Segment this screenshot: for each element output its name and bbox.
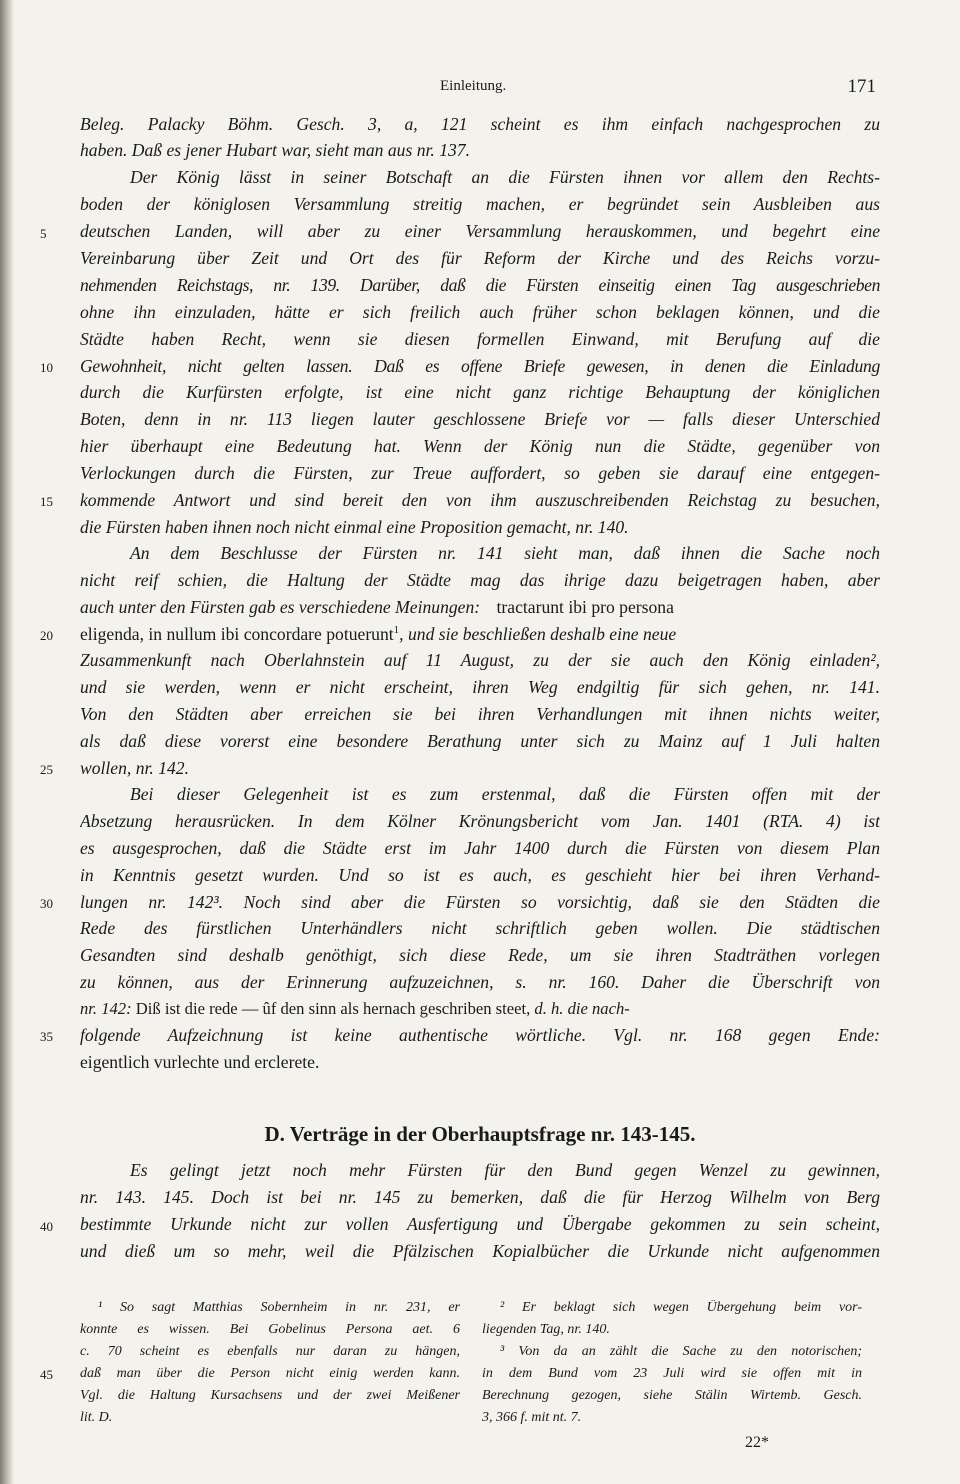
footnote-line: lit. D. (80, 1410, 113, 1425)
footnote-line: c. 70 scheint es ebenfalls nur daran zu hängen, (80, 1344, 460, 1359)
text-line: ohne ihn einzuladen, hätte er sich freilich auch früher schon beklagen können, und die (80, 302, 880, 322)
text-line: boden der königlosen Versammlung streitig machen, er begründet sein Ausbleiben aus (80, 194, 880, 214)
text-line: wollen, nr. 142. (80, 758, 189, 778)
footnote-line: in dem Bund vom 23 Juli wird sie offen mit in (482, 1366, 862, 1381)
text-line: haben. Daß es jener Hubart war, sieht man aus nr. 137. (80, 140, 470, 160)
mhg-quote: Diß ist die rede — ûf den sinn als hernach geschriben steet, (135, 999, 531, 1018)
text-line: nehmenden Reichstags, nr. 139. Darüber, daß die Fürsten einseitig einen Tag ausgeschrieben (80, 275, 880, 295)
footnote-line: ² Er beklagt sich wegen Übergehung beim vor- (500, 1300, 862, 1315)
signature-mark: 22* (745, 1434, 769, 1451)
text-line: Gewohnheit, nicht gelten lassen. Daß es offene Briefe gewesen, in denen die Einladung (80, 356, 880, 376)
line-number: 5 (40, 226, 47, 241)
text-line: eigentlich vurlechte und erclerete. (80, 1052, 320, 1072)
text-line: Es gelingt jetzt noch mehr Fürsten für den Bund gegen Wenzel zu gewinnen, (130, 1160, 880, 1180)
footnote-line: 3, 366 f. mit nt. 7. (482, 1410, 582, 1425)
line-number: 20 (40, 628, 53, 643)
text-line: und sie werden, wenn er nicht erscheint, ihren Weg endgiltig für sich gehen, nr. 141. (80, 677, 880, 697)
text-line (80, 624, 880, 650)
text-line: Von den Städten aber erreichen sie bei ihren Verhandlungen mit ihnen nichts weiter, (80, 704, 880, 724)
text-line: bestimmte Urkunde nicht zur vollen Ausfertigung und Übergabe gekommen zu sein scheint, (80, 1214, 880, 1234)
page-edge (0, 0, 14, 1484)
page-number: 171 (847, 76, 876, 97)
latin-quote: eligenda, in nullum ibi concordare potuerunt (80, 624, 394, 644)
text-line: kommende Antwort und sind bereit den von ihm auszuschreibenden Reichstag zu besuchen, (80, 490, 880, 510)
footnote-ref: 1 (393, 624, 400, 637)
text-line: lungen nr. 142³. Noch sind aber die Fürsten so vorsichtig, daß sie den Städten die (80, 892, 880, 912)
text-line: nicht reif schien, die Haltung der Städte mag das ihrige dazu beigetragen haben, aber (80, 570, 880, 590)
text-line: durch die Kurfürsten erfolgte, ist eine nicht ganz richtige Behauptung der königlichen (80, 382, 880, 402)
text-span: auch unter den Fürsten gab es verschiedene Meinungen: (80, 597, 481, 617)
text-line: hier überhaupt eine Bedeutung hat. Wenn der König nun die Städte, gegenüber von (80, 436, 880, 456)
line-number: 15 (40, 494, 53, 509)
latin-quote: tractarunt ibi pro persona (496, 597, 674, 617)
footnote-line: Berechnung gezogen, siehe Stälin Wirtemb. Gesch. (482, 1388, 862, 1403)
text-span: , und sie beschließen deshalb eine neue (399, 624, 677, 644)
text-line: Rede des fürstlichen Unterhändlers nicht schriftlich geben wollen. Die städtischen (80, 918, 880, 938)
text-line: Vereinbarung über Zeit und Ort des für Reform der Kirche und des Reichs vorzu- (80, 248, 880, 268)
footnote-line: Vgl. die Haltung Kursachsens und der zwei Meißener (80, 1388, 460, 1403)
text-span: nr. 142: (80, 999, 132, 1018)
text-line: Beleg. Palacky Böhm. Gesch. 3, a, 121 scheint es ihm einfach nachgesprochen zu (80, 114, 880, 134)
running-title: Einleitung. (440, 78, 507, 94)
line-number: 40 (40, 1219, 53, 1234)
text-line: Absetzung herausrücken. In dem Kölner Krönungsbericht vom Jan. 1401 (RTA. 4) ist (80, 811, 880, 831)
text-line: Verlockungen durch die Fürsten, zur Treue auffordert, so geben sie darauf eine entgegen- (80, 463, 880, 483)
line-number: 10 (40, 360, 53, 375)
text-line: es ausgesprochen, daß die Städte erst im Jahr 1400 durch die Fürsten von diesem Plan (80, 838, 880, 858)
text-line: Gesandten sind deshalb genöthigt, sich diese Rede, um sie ihren Stadträthen vorlegen (80, 945, 880, 965)
text-line (80, 999, 880, 1025)
text-line: und dieß um so mehr, weil die Pfälzischen Kopialbücher die Urkunde nicht aufgenommen (80, 1241, 880, 1261)
line-number: 30 (40, 896, 53, 911)
footnote-line: liegenden Tag, nr. 140. (482, 1322, 610, 1337)
text-line: Städte haben Recht, wenn sie diesen formellen Einwand, mit Berufung auf die (80, 329, 880, 349)
text-span: d. h. die nach- (534, 999, 630, 1018)
text-line: An dem Beschlusse der Fürsten nr. 141 sieht man, daß ihnen die Sache noch (130, 543, 880, 563)
text-line: Bei dieser Gelegenheit ist es zum erstenmal, daß die Fürsten offen mit der (130, 784, 880, 804)
text-line: Zusammenkunft nach Oberlahnstein auf 11 August, zu der sie auch den König einladen², (80, 650, 880, 670)
text-line: in Kenntnis gesetzt wurden. Und so ist es auch, es geschieht hier bei ihren Verhand- (80, 865, 880, 885)
text-line: die Fürsten haben ihnen noch nicht einmal eine Proposition gemacht, nr. 140. (80, 517, 629, 537)
footnote-line: daß man über die Person nicht einig werden kann. (80, 1366, 460, 1381)
text-line: folgende Aufzeichnung ist keine authentische wörtliche. Vgl. nr. 168 gegen Ende: (80, 1025, 880, 1045)
footnote-line: ³ Von da an zählt die Sache zu den notorischen; (500, 1344, 862, 1359)
footnote-line: ¹ So sagt Matthias Sobernheim in nr. 231, er (98, 1300, 460, 1315)
text-line: Der König lässt in seiner Botschaft an die Fürsten ihnen vor allem den Rechts- (130, 167, 880, 187)
text-line: deutschen Landen, will aber zu einer Versammlung herauskommen, und begehrt eine (80, 221, 880, 241)
footnote-line: konnte es wissen. Bei Gobelinus Persona aet. 6 (80, 1322, 460, 1337)
text-line: Boten, denn in nr. 113 liegen lauter geschlossene Briefe vor — falls dieser Unterschied (80, 409, 880, 429)
section-heading: D. Verträge in der Oberhauptsfrage nr. 143-145. (264, 1122, 696, 1146)
text-line (80, 597, 880, 623)
line-number: 45 (40, 1367, 53, 1382)
text-line: zu können, aus der Erinnerung aufzuzeichnen, s. nr. 160. Daher die Überschrift von (80, 972, 880, 992)
line-number: 35 (40, 1029, 53, 1044)
text-line: als daß diese vorerst eine besondere Berathung unter sich zu Mainz auf 1 Juli halten (80, 731, 880, 751)
text-line: nr. 143. 145. Doch ist bei nr. 145 zu bemerken, daß die für Herzog Wilhelm von Berg (80, 1187, 880, 1207)
line-number: 25 (40, 762, 53, 777)
